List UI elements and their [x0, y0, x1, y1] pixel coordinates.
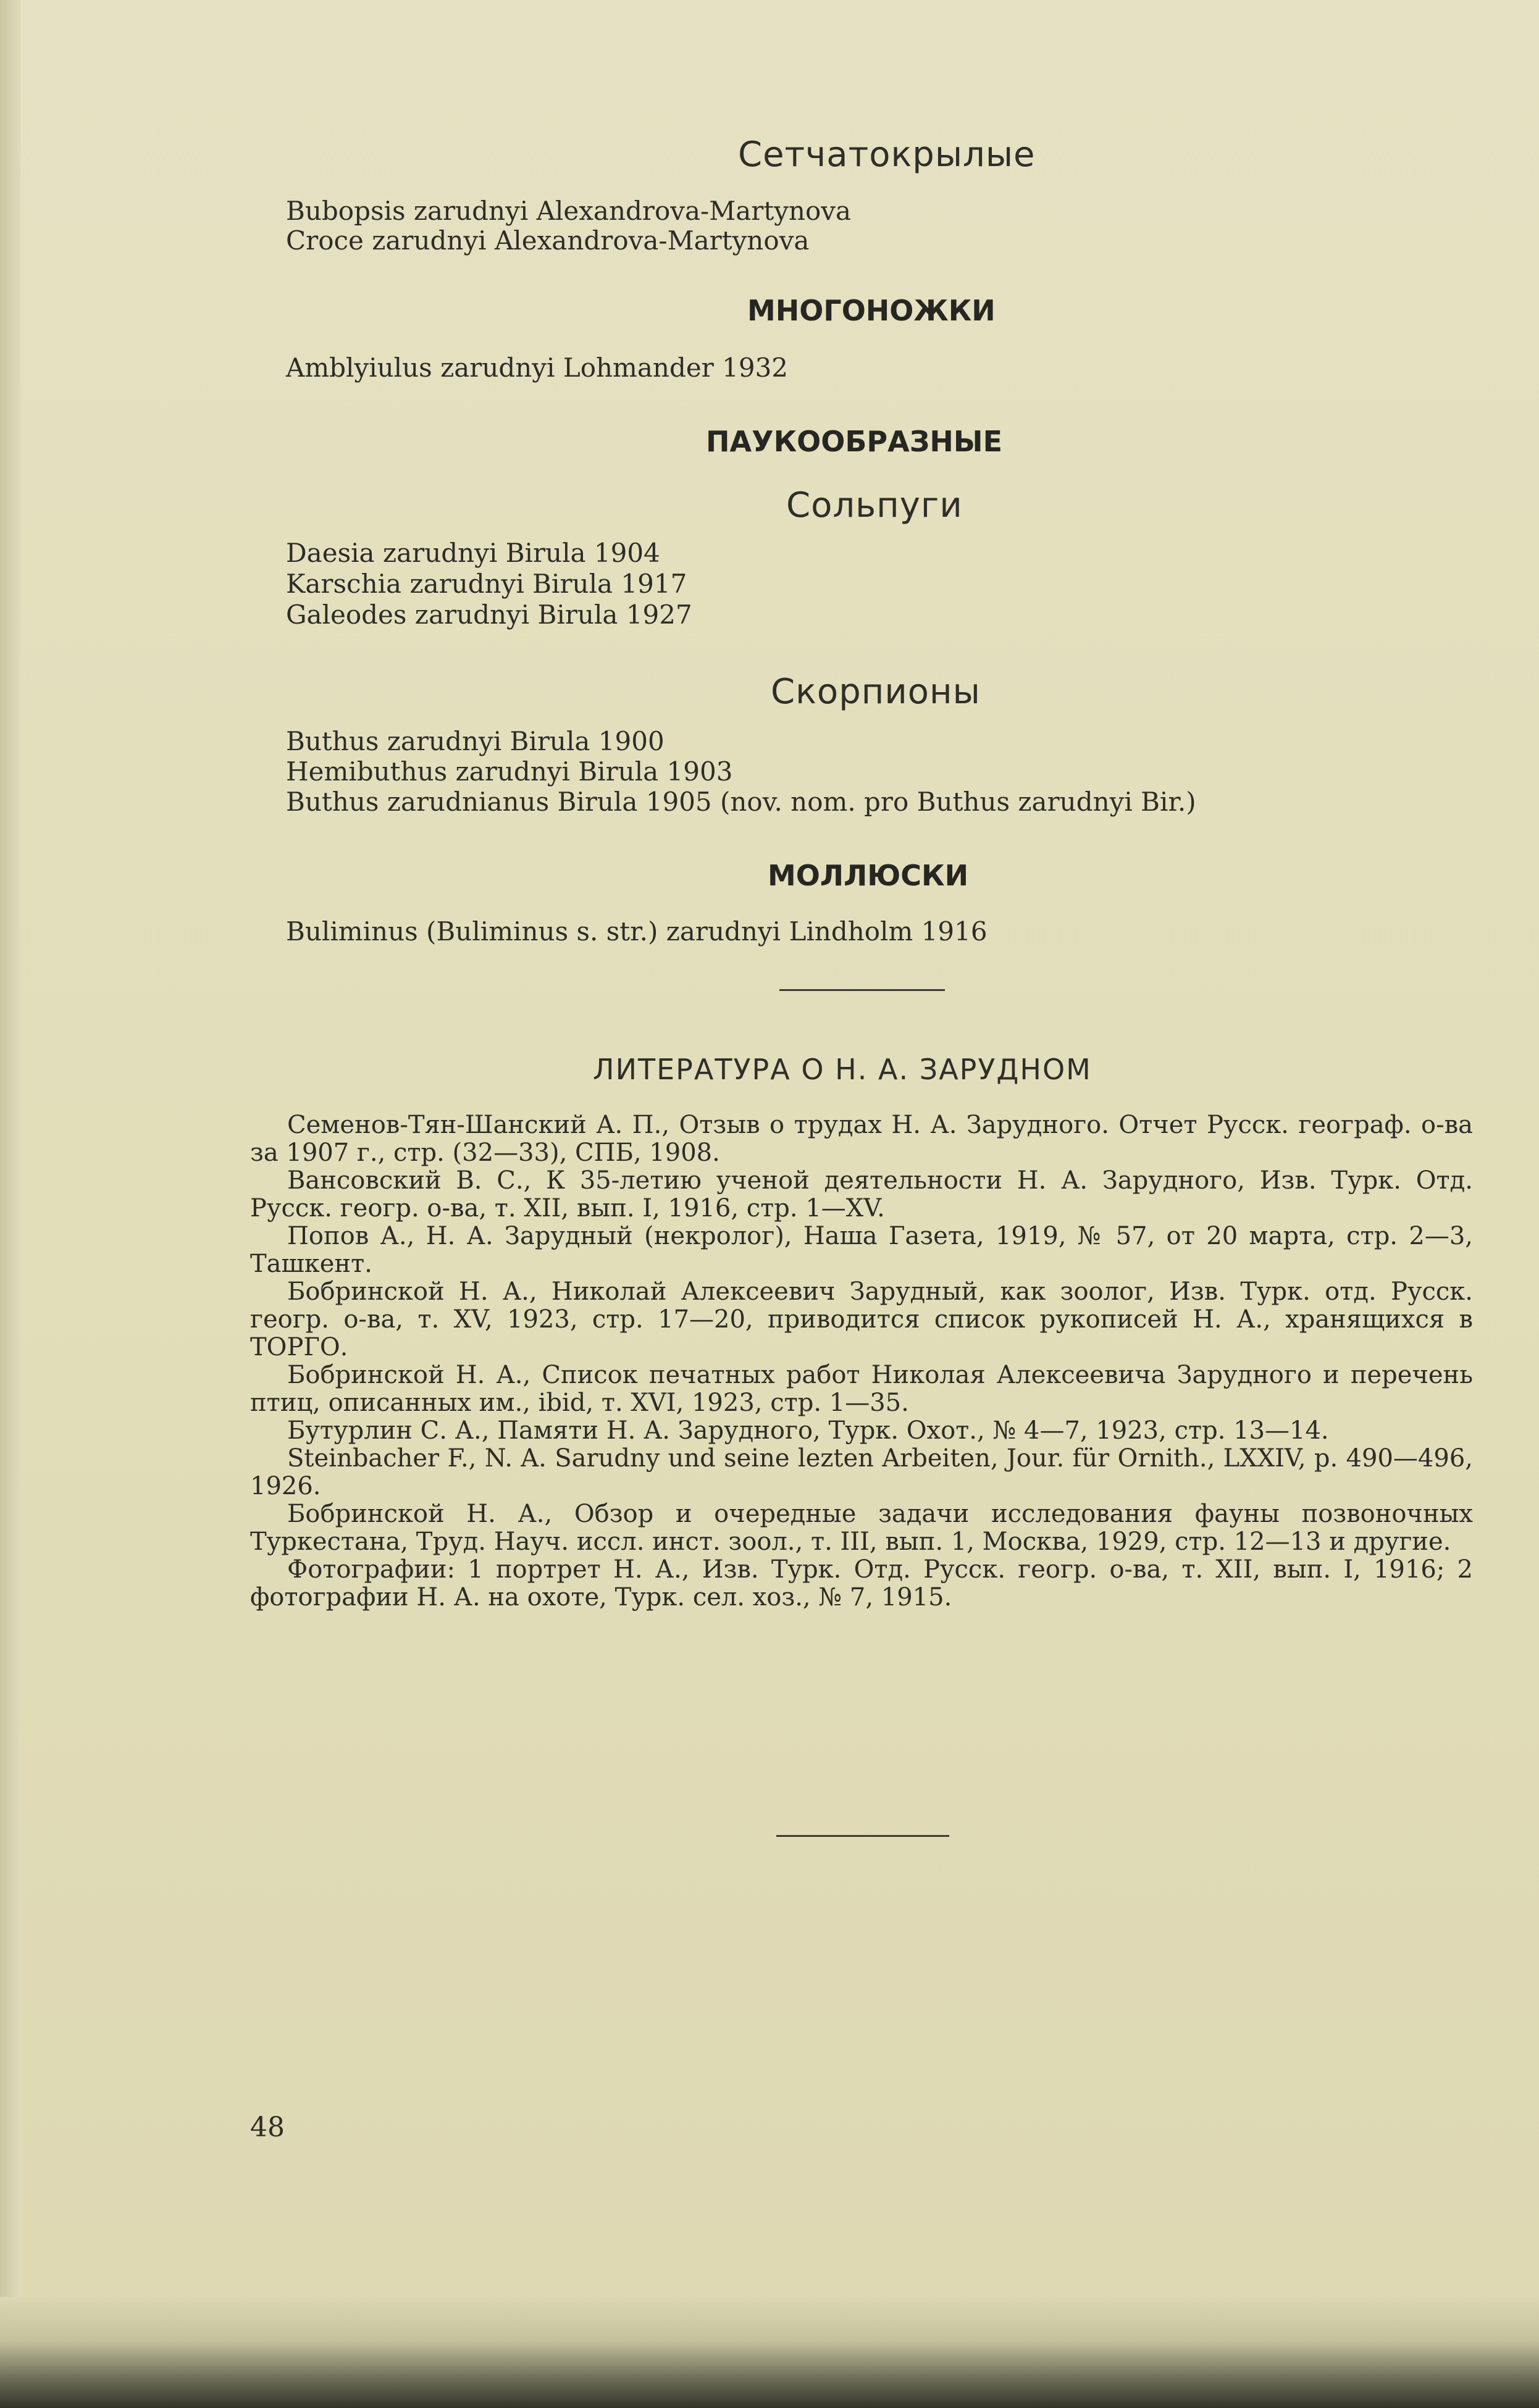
scan-bottom-shadow — [0, 2297, 1539, 2408]
section-heading-arachnida: ПАУКООБРАЗНЫЕ — [706, 425, 1003, 458]
literature-item: Вансовский В. С., К 35-летию ученой деятельности Н. А. Зарудного, Изв. Турк. Отд. Русск. геогр. о-ва, т. XII, вып. I, 1916, стр. 1—XV. — [250, 1166, 1473, 1223]
page-number: 48 — [250, 2112, 285, 2143]
end-divider — [776, 1835, 949, 1837]
section-heading-neuroptera: Сетчатокрылые — [738, 135, 1036, 175]
section-heading-solifugae: Сольпуги — [786, 485, 963, 525]
literature-list — [250, 1111, 1473, 1612]
species-entry: Hemibuthus zarudnyi Birula 1903 — [286, 756, 733, 787]
section-divider — [779, 989, 945, 991]
literature-item: Steinbacher F., N. A. Sarudny und seine lezten Arbeiten, Jour. für Ornith., LXXIV, p. 490—496, 1926. — [250, 1444, 1473, 1500]
species-entry: Galeodes zarudnyi Birula 1927 — [286, 600, 692, 630]
literature-item: Семенов-Тян-Шанский А. П., Отзыв о трудах Н. А. Зарудного. Отчет Русск. географ. о-ва за 1907 г., стр. (32—33), СПБ, 1908. — [250, 1111, 1473, 1167]
species-entry: Buthus zarudnyi Birula 1900 — [286, 726, 665, 756]
species-entry: Buliminus (Buliminus s. str.) zarudnyi Lindholm 1916 — [286, 916, 988, 947]
section-heading-scorpiones: Скорпионы — [771, 672, 981, 712]
species-entry: Daesia zarudnyi Birula 1904 — [286, 538, 660, 568]
species-entry: Bubopsis zarudnyi Alexandrova-Martynova — [286, 196, 852, 226]
literature-item: Бутурлин С. А., Памяти Н. А. Зарудного, Турк. Охот., № 4—7, 1923, стр. 13—14. — [287, 1416, 1329, 1445]
species-entry: Croce zarudnyi Alexandrova-Martynova — [286, 225, 810, 256]
section-heading-myriapoda: МНОГОНОЖКИ — [747, 294, 996, 327]
species-entry: Karschia zarudnyi Birula 1917 — [286, 569, 687, 599]
literature-item: Попов А., Н. А. Зарудный (некролог), Наша Газета, 1919, № 57, от 20 марта, стр. 2—3, Ташкент. — [250, 1222, 1473, 1278]
literature-title: ЛИТЕРАТУРА О Н. А. ЗАРУДНОМ — [593, 1053, 1092, 1086]
page-left-edge — [0, 0, 21, 2408]
literature-item: Бобринской Н. А., Николай Алексеевич Зарудный, как зоолог, Изв. Турк. отд. Русск. геогр. о-ва, т. XV, 1923, стр. 17—20, приводится список рукописей Н. А., хранящихся в ТОРГО. — [250, 1277, 1473, 1361]
literature-item: Бобринской Н. А., Список печатных работ Николая Алексеевича Зарудного и перечень птиц, описанных им., ibid, т. XVI, 1923, стр. 1—35. — [250, 1361, 1473, 1417]
literature-item: Фотографии: 1 портрет Н. А., Изв. Турк. Отд. Русск. геогр. о-ва, т. XII, вып. I, 1916; 2 фотографии Н. А. на охоте, Турк. сел. хоз., № 7, 1915. — [250, 1555, 1473, 1612]
species-entry: Buthus zarudnianus Birula 1905 (nov. nom. pro Buthus zarudnyi Bir.) — [286, 787, 1196, 817]
literature-item: Бобринской Н. А., Обзор и очередные задачи исследования фауны позвоночных Туркестана, Труд. Науч. иссл. инст. зоол., т. III, вып. 1, Москва, 1929, стр. 12—13 и другие. — [250, 1500, 1473, 1556]
section-heading-mollusca: МОЛЛЮСКИ — [768, 859, 969, 892]
species-entry: Amblyiulus zarudnyi Lohmander 1932 — [286, 353, 789, 383]
